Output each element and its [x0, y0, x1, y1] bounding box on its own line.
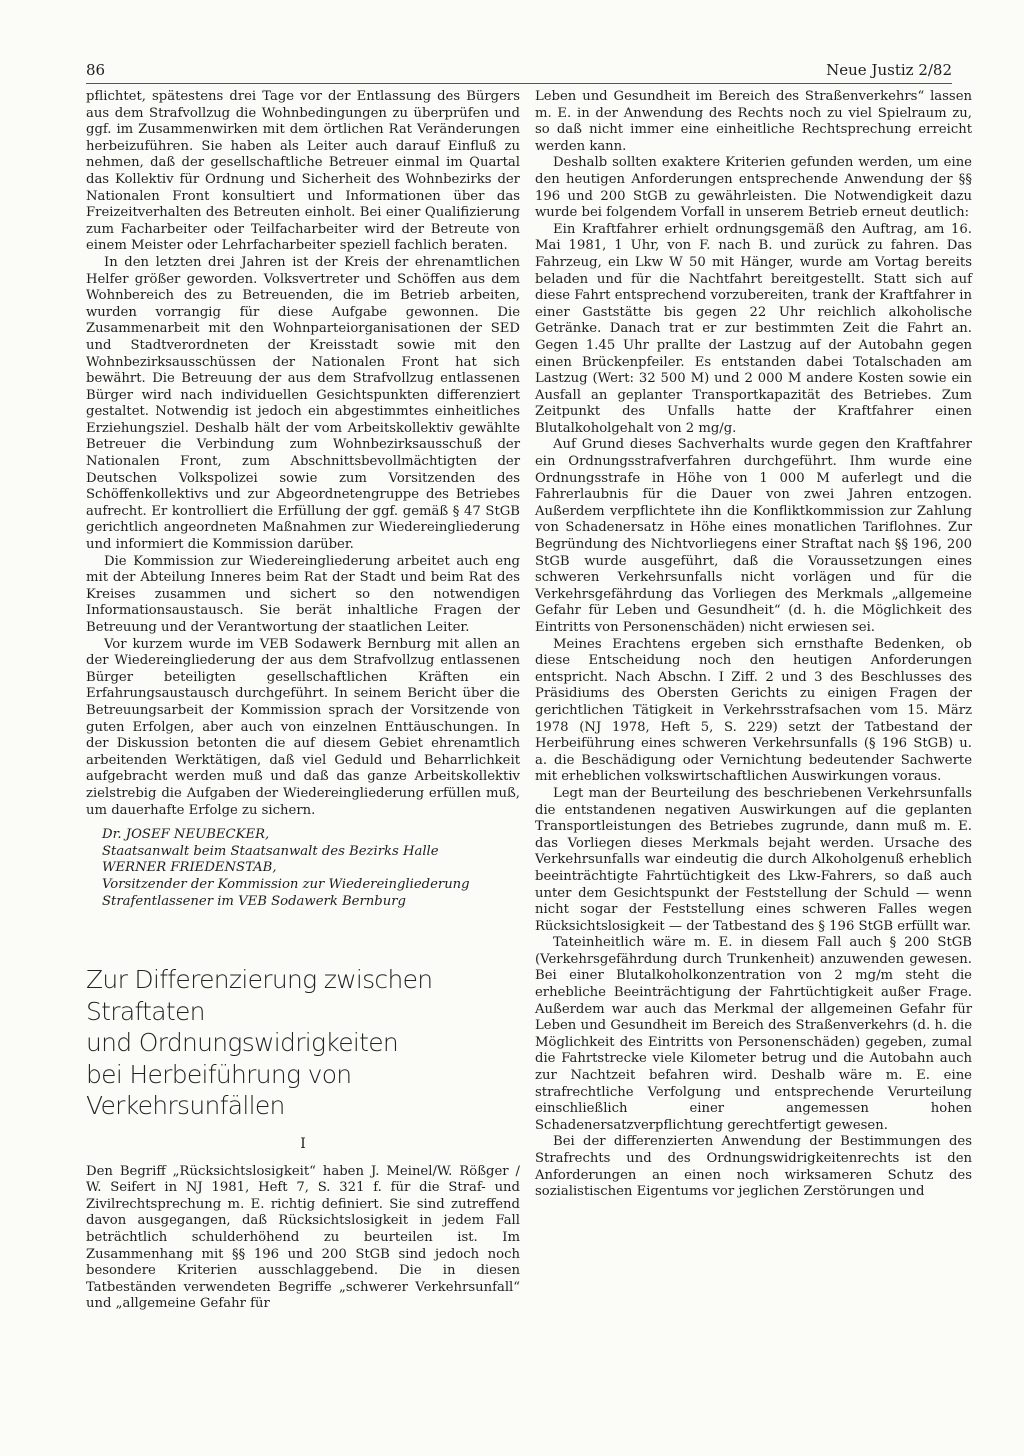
author-name: WERNER FRIEDENSTAB,	[102, 860, 277, 876]
paragraph: Die Kommission zur Wiedereingliederung arbeitet auch eng mit der Abteilung Inneres beim Rat der Stadt und beim Rat des Kreises zusammen und sichert so den notwendigen Informationsaustausch. Sie berät inhaltliche Fragen der Betreuung und der Verantwortung der staatlichen Leiter.	[86, 553, 520, 635]
journal-issue: Neue Justiz 2/82	[826, 61, 952, 79]
author-name: Dr. JOSEF NEUBECKER,	[102, 827, 270, 843]
paragraph: In den letzten drei Jahren ist der Kreis der ehrenamtlichen Helfer größer geworden. Volksvertreter und Schöffen aus dem Wohnbereich des zu Betreuenden, die im Betrieb arbeiten, wurden vorrangig für diese Aufgabe gewonnen. Die Zusammenarbeit mit den Wohnparteiorganisationen der SED und Stadtverordneten der Kreisstadt sowie mit den Wohnbezirksausschüssen der Nationalen Front hat sich bewährt. Die Betreuung der aus dem Strafvollzug entlassenen Bürger wird nach individuellen Gesichtspunkten differenziert gestaltet. Notwendig ist jedoch ein abgestimmtes einheitliches Erziehungsziel. Deshalb hält der vom Arbeitskollektiv gewählte Betreuer die Verbindung zum Wohnbezirksausschuß der Nationalen Front, zum Abschnittsbevollmächtigten der Deutschen Volkspolizei sowie zum Vorsitzenden des Schöffenkollektivs und zur Abgeordnetengruppe des Betriebes aufrecht. Er kontrolliert die Erfüllung der ggf. gemäß § 47 StGB gerichtlich angeordneten Maßnahmen zur Wiedereingliederung und informiert die Kommission darüber.	[86, 254, 520, 553]
right-column	[535, 89, 972, 1201]
article-heading	[86, 964, 520, 1122]
author-title: Staatsanwalt beim Staatsanwalt des Bezirks Halle	[102, 843, 439, 859]
paragraph: Meines Erachtens ergeben sich ernsthafte Bedenken, ob diese Entscheidung noch den heutigen Anforderungen entspricht. Nach Abschn. I Ziff. 2 und 3 des Beschlusses des Präsidiums des Obersten Gerichts zu einigen Fragen der gerichtlichen Tätigkeit in Verkehrsstrafsachen vom 15. März 1978 (NJ 1978, Heft 5, S. 229) setzt der Tatbestand der Herbeiführung eines schweren Verkehrsunfalls (§ 196 StGB) u. a. die Beschädigung oder Vernichtung bedeutender Sachwerte mit erheblichen volkswirtschaftlichen Auswirkungen voraus.	[535, 636, 972, 785]
page-number: 86	[86, 61, 106, 79]
paragraph: Legt man der Beurteilung des beschriebenen Verkehrsunfalls die entstandenen negativen Auswirkungen auf die geplanten Transportleistungen des Betriebes zugrunde, dann muß m. E. das Vorliegen dieses Merkmals bejaht werden. Ursache des Verkehrsunfalls war eindeutig die durch Alkoholgenuß erheblich beeinträchtigte Fahrtüchtigkeit des Lkw-Fahrers, so daß auch unter dem Gesichtspunkt der Feststellung der Schuld — wenn nicht sogar der Feststellung eines schweren Falles wegen Rücksichtslosigkeit — der Tatbestand des § 196 StGB erfüllt war.	[535, 785, 972, 934]
heading-line: bei Herbeiführung von Verkehrsunfällen	[86, 1059, 352, 1121]
paragraph: pflichtet, spätestens drei Tage vor der Entlassung des Bürgers aus dem Strafvollzug die Wohnbedingungen zu überprüfen und ggf. im Zusammenwirken mit dem örtlichen Rat Veränderungen herbeizuführen. Sie haben als Leiter auch darauf Einfluß zu nehmen, daß der gesellschaftliche Betreuer einmal im Quartal das Kollektiv für Ordnung und Sicherheit des Wohnbezirks der Nationalen Front konsultiert und Informationen über das Freizeitverhalten des Betreuten einholt. Bei einer Qualifizierung zum Facharbeiter oder Teilfacharbeiter wird der Betreute von einem Meister oder Lehrfacharbeiter speziell fachlich beraten.	[86, 89, 520, 254]
page-header	[86, 61, 952, 83]
heading-line: Zur Differenzierung zwischen Straftaten	[86, 965, 433, 1026]
author-title: Vorsitzender der Kommission zur Wiedereingliederung	[102, 876, 470, 892]
paragraph: Deshalb sollten exaktere Kriterien gefunden werden, um eine den heutigen Anforderungen entsprechende Anwendung der §§ 196 und 200 StGB zu gewährleisten. Die Notwendigkeit dazu wurde bei folgendem Vorfall in unserem Betrieb erneut deutlich:	[535, 155, 972, 221]
heading-line: und Ordnungswidrigkeiten	[86, 1028, 399, 1058]
paragraph: Auf Grund dieses Sachverhalts wurde gegen den Kraftfahrer ein Ordnungsstrafverfahren durchgeführt. Ihm wurde eine Ordnungsstrafe in Höhe von 1 000 M auferlegt und die Fahrerlaubnis für die Dauer von zwei Jahren entzogen. Außerdem verpflichtete ihn die Konfliktkommission zur Zahlung von Schadenersatz in Höhe eines monatlichen Tariflohnes. Zur Begründung des Nichtvorliegens einer Straftat nach §§ 196, 200 StGB wurde ausgeführt, daß die Voraussetzungen eines schweren Verkehrsunfalls nicht vorlägen und für die Verkehrsgefährdung das Vorliegen des Merkmals „allgemeine Gefahr für Leben und Gesundheit“ (d. h. die Möglichkeit des Eintritts von Personenschäden) nicht erwiesen sei.	[535, 437, 972, 635]
paragraph: Vor kurzem wurde im VEB Sodawerk Bernburg mit allen an der Wiedereingliederung der aus dem Strafvollzug entlassenen Bürger beteiligten gesellschaftlichen Kräften ein Erfahrungsaustausch durchgeführt. In seinem Bericht über die Betreuungsarbeit der Kommission sprach der Vorsitzende von guten Erfolgen, aber auch von einzelnen Enttäuschungen. In der Diskussion betonten die auf diesem Gebiet ehrenamtlich arbeitenden Werktätigen, daß viel Geduld und Beharrlichkeit aufgebracht werden muß und daß das ganze Arbeitskollektiv zielstrebig die Aufgaben der Wiedereingliederung erfüllen muß, um dauerhafte Erfolge zu sichern.	[86, 636, 520, 818]
paragraph: Tateinheitlich wäre m. E. in diesem Fall auch § 200 StGB (Verkehrsgefährdung durch Trunkenheit) anzuwenden gewesen. Bei einer Blutalkoholkonzentration von 2 mg/m steht die erhebliche Beeinträchtigung der Fahrtüchtigkeit außer Frage. Außerdem war auch das Merkmal der allgemeinen Gefahr für Leben und Gesundheit im Bereich des Straßenverkehrs (d. h. die Möglichkeit des Eintritts von Personenschäden) gegeben, zumal die Fahrtstrecke viele Kilometer betrug und die Autobahn auch zur Nachtzeit befahren wird. Deshalb wäre m. E. eine strafrechtliche Verfolgung und entsprechende Verurteilung einschließlich einer angemessen hohen Schadenersatzverpflichtung gerechtfertigt gewesen.	[535, 935, 972, 1133]
paragraph: Ein Kraftfahrer erhielt ordnungsgemäß den Auftrag, am 16. Mai 1981, 1 Uhr, von F. nach B. und zurück zu fahren. Das Fahrzeug, ein Lkw W 50 mit Hänger, wurde am Vortag bereits beladen und für die Nachtfahrt bereitgestellt. Statt sich auf diese Fahrt entsprechend vorzubereiten, trank der Kraftfahrer in einer Gaststätte bis gegen 22 Uhr reichlich alkoholische Getränke. Danach trat er zur bestimmten Zeit die Fahrt an. Gegen 1.45 Uhr prallte der Lastzug auf der Autobahn gegen einen Brückenpfeiler. Es entstanden dabei Totalschaden am Lastzug (Wert: 32 500 M) und 2 000 M andere Kosten sowie ein Ausfall an geplanter Transportkapazität des Betriebes. Zum Zeitpunkt des Unfalls hatte der Kraftfahrer einen Blutalkoholgehalt von 2 mg/g.	[535, 221, 972, 436]
paragraph: Bei der differenzierten Anwendung der Bestimmungen des Strafrechts und des Ordnungswidrigkeitenrechts ist den Anforderungen an einen noch wirksameren Schutz des sozialistischen Eigentums vor jeglichen Zerstörungen und	[535, 1134, 972, 1200]
author-signature	[86, 827, 520, 910]
header-rule	[86, 83, 952, 84]
section-number: I	[300, 1135, 306, 1152]
left-column	[86, 89, 520, 1313]
paragraph: Leben und Gesundheit im Bereich des Straßenverkehrs“ lassen m. E. in der Anwendung des Rechts noch zu viel Spielraum zu, so daß nicht immer eine einheitliche Rechtsprechung erreicht werden kann.	[535, 89, 972, 154]
paragraph: Den Begriff „Rücksichtslosigkeit“ haben J. Meinel/W. Rößger / W. Seifert in NJ 1981, Heft 7, S. 321 f. für die Straf- und Zivilrechtsprechung m. E. richtig definiert. Sie sind zutreffend davon ausgegangen, daß Rücksichtslosigkeit in jedem Fall beträchtlich schulderhöhend zu beurteilen ist. Im Zusammenhang mit §§ 196 und 200 StGB sind jedoch noch besondere Kriterien ausschlaggebend. Die in diesen Tatbeständen verwendeten Begriffe „schwerer Verkehrsunfall“ und „allgemeine Gefahr für	[86, 1163, 520, 1312]
author-title: Strafentlassener im VEB Sodawerk Bernburg	[102, 893, 406, 909]
